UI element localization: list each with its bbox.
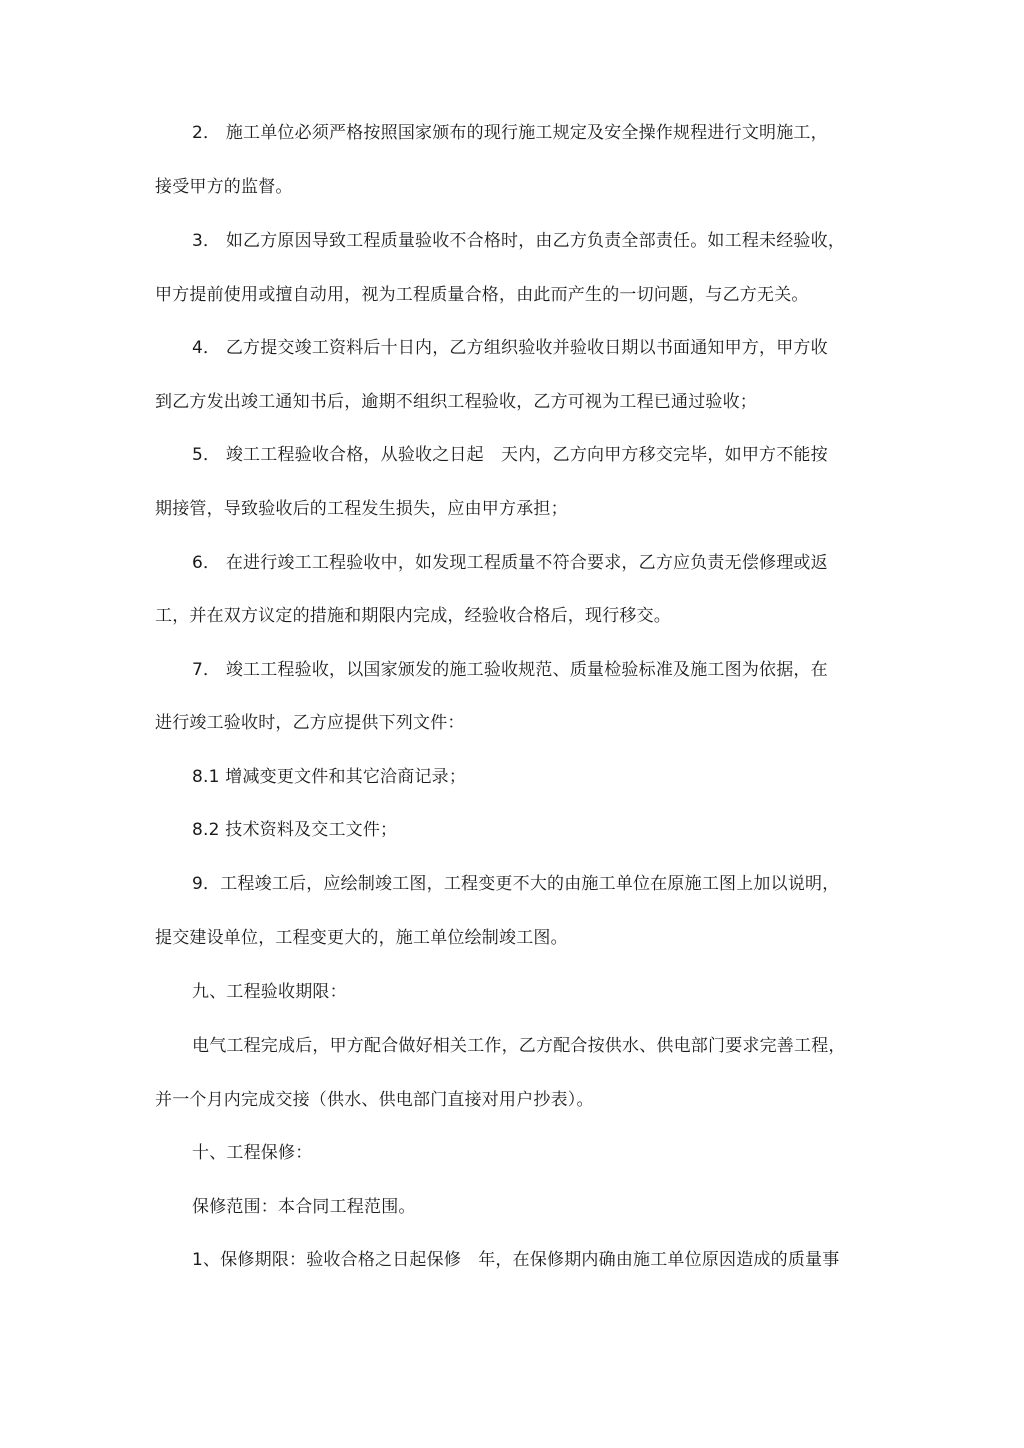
section-heading: 九、工程验收期限：	[192, 982, 347, 1002]
paragraph-line: 到乙方发出竣工通知书后，逾期不组织工程验收，乙方可视为工程已通过验收；	[155, 392, 757, 412]
paragraph-line: 电气工程完成后，甲方配合做好相关工作，乙方配合按供水、供电部门要求完善工程，	[192, 1036, 846, 1056]
paragraph-line: 5． 竣工工程验收合格，从验收之日起 天内，乙方向甲方移交完毕，如甲方不能按	[192, 445, 828, 465]
paragraph-line: 提交建设单位，工程变更大的，施工单位绘制竣工图。	[155, 928, 568, 948]
paragraph-line: 4． 乙方提交竣工资料后十日内，乙方组织验收并验收日期以书面通知甲方，甲方收	[192, 338, 828, 358]
list-item: 8.1 增减变更文件和其它洽商记录；	[192, 767, 467, 787]
paragraph-line: 甲方提前使用或擅自动用，视为工程质量合格，由此而产生的一切问题，与乙方无关。	[155, 285, 809, 305]
section-heading: 十、工程保修：	[192, 1143, 313, 1163]
paragraph-line: 2． 施工单位必须严格按照国家颁布的现行施工规定及安全操作规程进行文明施工，	[192, 123, 828, 143]
paragraph-line: 工，并在双方议定的措施和期限内完成，经验收合格后，现行移交。	[155, 606, 671, 626]
paragraph-line: 进行竣工验收时，乙方应提供下列文件：	[155, 713, 465, 733]
paragraph-line: 6． 在进行竣工工程验收中，如发现工程质量不符合要求，乙方应负责无偿修理或返	[192, 553, 828, 573]
paragraph-line: 9．工程竣工后，应绘制竣工图，工程变更不大的由施工单位在原施工图上加以说明，	[192, 874, 840, 894]
paragraph-line: 3． 如乙方原因导致工程质量验收不合格时，由乙方负责全部责任。如工程未经验收，	[192, 231, 846, 251]
paragraph-line: 1、保修期限：验收合格之日起保修 年，在保修期内确由施工单位原因造成的质量事	[192, 1250, 840, 1270]
list-item: 8.2 技术资料及交工文件；	[192, 820, 398, 840]
paragraph-line: 7． 竣工工程验收，以国家颁发的施工验收规范、质量检验标准及施工图为依据，在	[192, 660, 828, 680]
paragraph-line: 接受甲方的监督。	[155, 177, 293, 197]
paragraph-line: 并一个月内完成交接（供水、供电部门直接对用户抄表）。	[155, 1090, 594, 1110]
paragraph-line: 期接管，导致验收后的工程发生损失，应由甲方承担；	[155, 499, 568, 519]
paragraph-line: 保修范围：本合同工程范围。	[192, 1197, 416, 1217]
